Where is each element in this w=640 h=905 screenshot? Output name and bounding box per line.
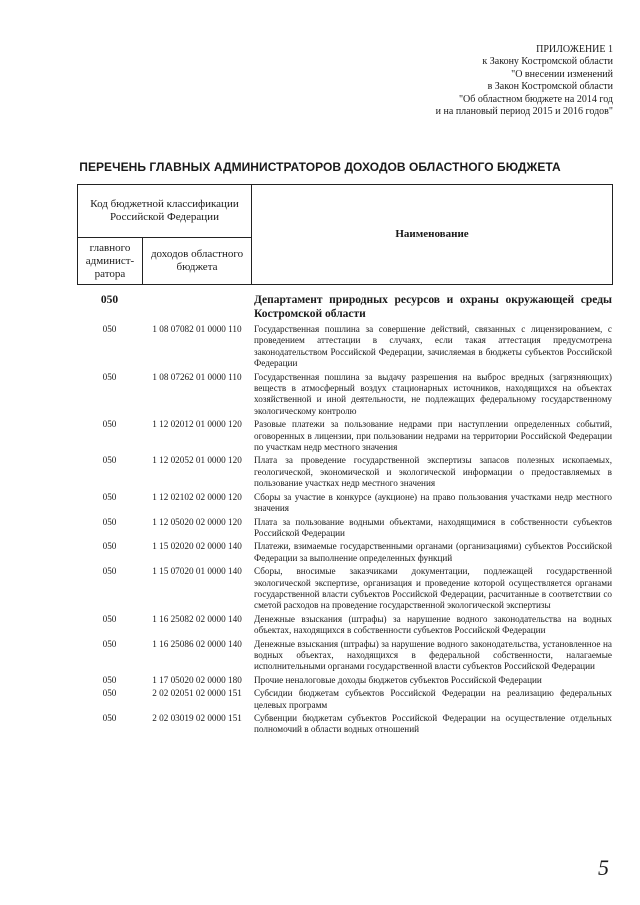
revenue-name: Плата за проведение государственной экспертизы запасов полезных ископаемых, геологической, экономической и экологической информации о предоставляемых в пользование участках недр местного значения xyxy=(254,455,612,489)
page-number: 5 xyxy=(598,855,609,880)
appendix-line: к Закону Костромской области xyxy=(482,56,613,68)
income-column-header: доходов областного бюджета xyxy=(143,238,252,285)
code-group-header: Код бюджетной классификации Российской Федерации xyxy=(78,185,252,238)
admin-code: 050 xyxy=(102,688,117,699)
income-code: 1 12 02012 01 0000 120 xyxy=(152,419,242,430)
revenue-table-body xyxy=(77,293,612,738)
table-row xyxy=(77,688,612,713)
income-code: 1 08 07082 01 0000 110 xyxy=(152,324,242,334)
admin-code: 050 xyxy=(102,491,117,502)
table-row xyxy=(77,639,612,675)
admin-code: 050 xyxy=(102,638,117,649)
revenue-name: Денежные взыскания (штрафы) за нарушение водного законодательства, установленное на водных объектах, находящихся в федеральной собственности, налагаемые исполнительными органами государственной власти субъектов Российской Федерации xyxy=(254,638,612,672)
income-code: 1 15 07020 01 0000 140 xyxy=(152,566,242,577)
income-code: 1 12 02102 02 0000 120 xyxy=(152,491,242,502)
income-code: 1 15 02020 02 0000 140 xyxy=(152,541,242,552)
revenue-name: Платежи, взимаемые государственными органами (организациями) субъектов Российской Федерации за выполнение определенных функций xyxy=(254,541,612,563)
revenue-name: Государственная пошлина за совершение действий, связанных с лицензированием, с проведением аттестации в случаях, если такая аттестация предусмотрена законодательством Российской Федерации, зачисляемая в бюджеты субъектов Российской Федерации xyxy=(254,324,612,369)
appendix-line: ПРИЛОЖЕНИЕ 1 xyxy=(536,44,613,55)
income-code: 1 12 05020 02 0000 120 xyxy=(152,516,242,527)
income-code: 1 08 07262 01 0000 110 xyxy=(152,371,242,382)
revenue-name: Субсидии бюджетам субъектов Российской Федерации на реализацию федеральных целевых программ xyxy=(254,688,612,710)
income-code: 2 02 03019 02 0000 151 xyxy=(152,713,242,723)
table-row xyxy=(77,455,612,491)
admin-code: 050 xyxy=(102,674,117,685)
name-column-header: Наименование xyxy=(252,185,613,285)
table-row xyxy=(77,566,612,614)
income-code: 1 16 25086 02 0000 140 xyxy=(152,638,242,649)
admin-code: 050 xyxy=(102,516,117,527)
income-code: 1 12 02052 01 0000 120 xyxy=(152,455,242,466)
revenue-name: Сборы, вносимые заказчиками документации, подлежащей государственной экологической экспертизе, организация и проведение которой осуществляется органами государственной власти субъектов Российской Федерации, расчитанные в соответствии со сметой расходов на проведение государственной экологической экспертизы xyxy=(254,566,612,611)
revenue-name: Субвенции бюджетам субъектов Российской Федерации на осуществление отдельных полномочий в области водных отношений xyxy=(254,713,612,735)
table-row xyxy=(77,419,612,455)
table-row xyxy=(77,324,612,372)
appendix-line: "О внесении изменений xyxy=(511,68,613,80)
table-header xyxy=(77,184,613,285)
table-row xyxy=(77,713,612,738)
admin-code: 050 xyxy=(102,566,117,577)
admin-code: 050 xyxy=(102,371,117,382)
document-title: ПЕРЕЧЕНЬ ГЛАВНЫХ АДМИНИСТРАТОРОВ ДОХОДОВ ОБЛАСТНОГО БЮДЖЕТА xyxy=(79,160,561,174)
appendix-line: в Закон Костромской области xyxy=(487,81,613,93)
admin-code: 050 xyxy=(102,324,117,334)
revenue-name: Денежные взыскания (штрафы) за нарушение водного законодательства на водных объектах, находящихся в собственности субъектов Российской Федерации xyxy=(254,613,612,636)
appendix-header xyxy=(353,44,613,118)
income-code: 2 02 02051 02 0000 151 xyxy=(152,688,242,699)
admin-code: 050 xyxy=(102,419,117,430)
revenue-name: Сборы за участие в конкурсе (аукционе) на право пользования участками недр местного значения xyxy=(254,491,612,514)
department-row xyxy=(77,293,612,324)
table-row xyxy=(77,372,612,420)
revenue-name: Плата за пользование водными объектами, находящимися в собственности субъектов Российской Федерации xyxy=(254,516,612,538)
department-admin-code: 050 xyxy=(100,294,119,306)
admin-code: 050 xyxy=(102,713,117,723)
table-row xyxy=(77,675,612,688)
income-code: 1 16 25082 02 0000 140 xyxy=(152,613,242,624)
admin-code: 050 xyxy=(102,613,117,624)
admin-code: 050 xyxy=(102,455,117,466)
table-row xyxy=(77,517,612,542)
revenue-table xyxy=(77,293,612,738)
appendix-line: и на плановый период 2015 и 2016 годов" xyxy=(435,106,613,118)
table-row xyxy=(77,614,612,639)
table-row xyxy=(77,541,612,566)
income-code: 1 17 05020 02 0000 180 xyxy=(152,674,242,685)
admin-code: 050 xyxy=(102,541,117,552)
revenue-name: Государственная пошлина за выдачу разрешения на выброс вредных (загрязняющих) веществ в атмосферный воздух стационарных источников, находящихся на объектах хозяйственной и иной деятельности, не подлежащих федеральному государственному экологическому контролю xyxy=(254,371,612,416)
appendix-line: "Об областном бюджете на 2014 год xyxy=(458,93,613,105)
department-name: Департамент природных ресурсов и охраны окружающей среды Костромской области xyxy=(254,294,612,320)
revenue-name: Прочие неналоговые доходы бюджетов субъектов Российской Федерации xyxy=(254,674,542,685)
admin-column-header: главного админист-ратора xyxy=(78,238,143,285)
department-income-code xyxy=(142,293,254,324)
revenue-name: Разовые платежи за пользование недрами при наступлении определенных событий, оговоренных в лицензии, при пользовании недрами на территории Российской Федерации по участкам недр местного значения xyxy=(254,419,612,453)
table-row xyxy=(77,492,612,517)
